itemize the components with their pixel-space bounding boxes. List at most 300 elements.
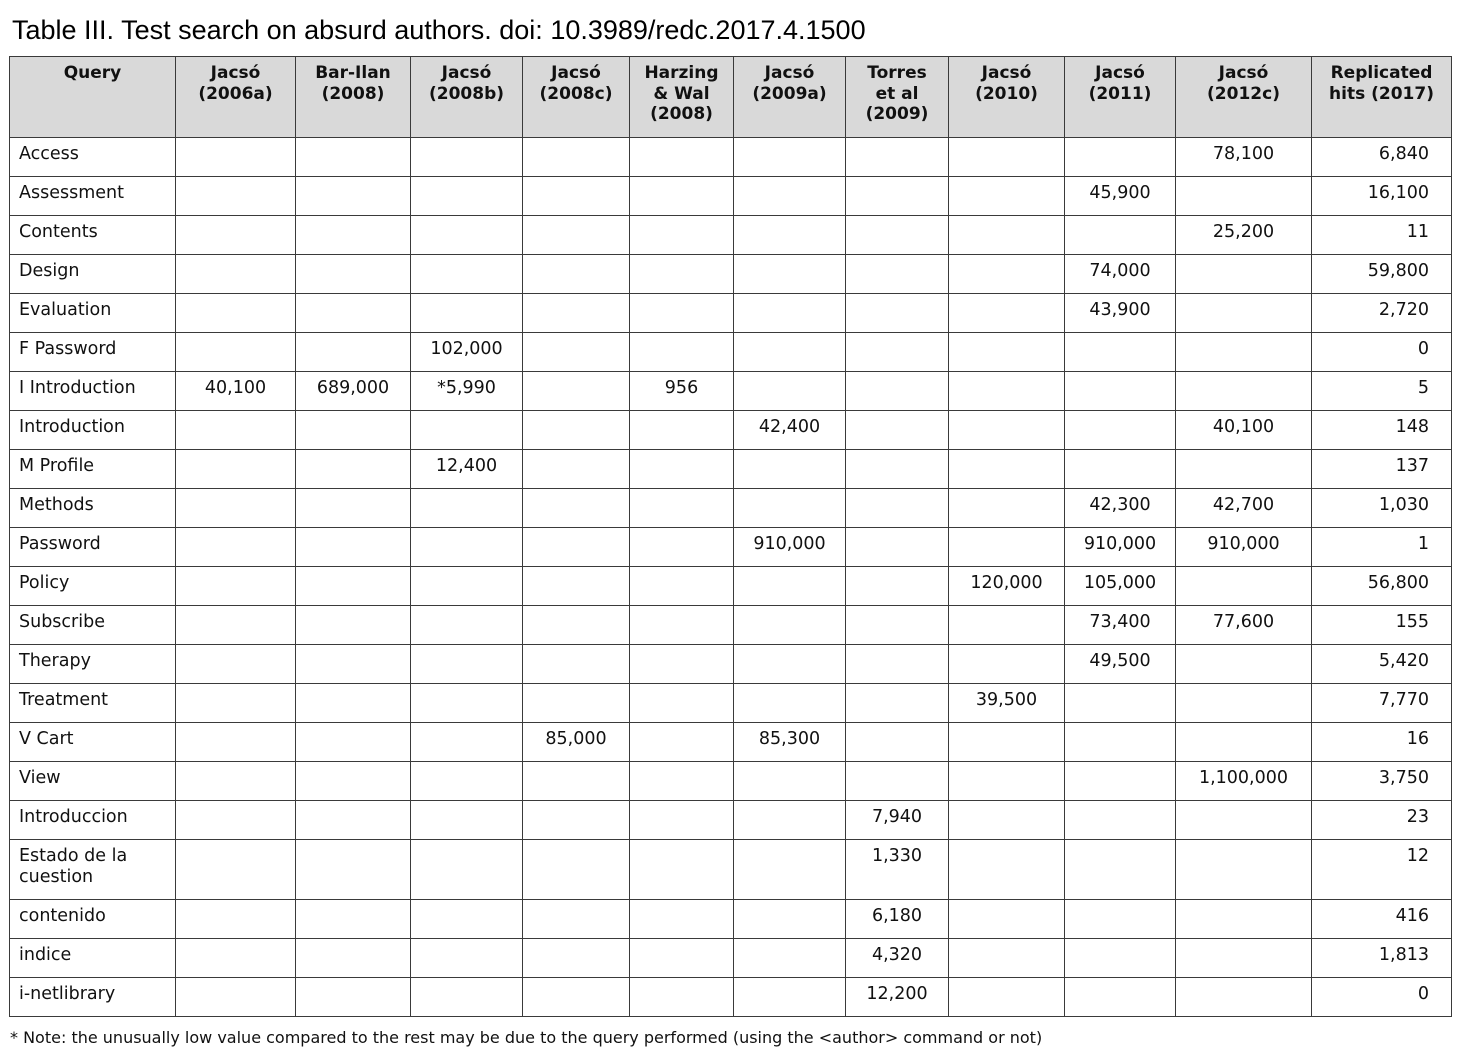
hits-cell [949, 978, 1065, 1017]
column-header [1312, 57, 1452, 138]
hits-cell [846, 255, 949, 294]
hits-cell [846, 528, 949, 567]
hits-cell [1065, 723, 1176, 762]
hits-cell [1065, 684, 1176, 723]
hits-cell [176, 567, 296, 606]
hits-cell [630, 255, 734, 294]
hits-cell: 42,400 [734, 411, 846, 450]
column-header-line: (2008b) [428, 83, 505, 104]
hits-cell: 25,200 [1176, 216, 1312, 255]
hits-cell [296, 567, 411, 606]
hits-cell [296, 294, 411, 333]
hits-cell: 85,000 [523, 723, 630, 762]
table-row [10, 216, 1452, 255]
hits-cell [949, 939, 1065, 978]
results-table [9, 56, 1452, 1017]
table-body [10, 138, 1452, 1017]
hits-cell [846, 138, 949, 177]
hits-cell: 910,000 [734, 528, 846, 567]
hits-cell [734, 801, 846, 840]
table-row [10, 606, 1452, 645]
query-cell: Policy [10, 567, 176, 606]
hits-cell [296, 723, 411, 762]
hits-cell: 85,300 [734, 723, 846, 762]
hits-cell [523, 138, 630, 177]
table-row [10, 723, 1452, 762]
hits-cell: 74,000 [1065, 255, 1176, 294]
hits-cell [734, 489, 846, 528]
hits-cell [846, 450, 949, 489]
hits-cell [411, 528, 523, 567]
column-header-line: (2011) [1088, 83, 1152, 104]
hits-cell [734, 762, 846, 801]
table-row [10, 372, 1452, 411]
column-header-line: Query [63, 63, 122, 83]
column-header-line: (2008) [321, 83, 385, 104]
column-header [296, 57, 411, 138]
hits-cell [1065, 840, 1176, 900]
hits-cell: 77,600 [1176, 606, 1312, 645]
hits-cell [949, 450, 1065, 489]
table-row [10, 177, 1452, 216]
query-cell: View [10, 762, 176, 801]
hits-cell: *5,990 [411, 372, 523, 411]
table-footnote: * Note: the unusually low value compared to the rest may be due to the query performed (using the <author> command or not) [10, 1028, 1043, 1047]
column-header-line: Harzing [644, 63, 719, 83]
hits-cell: 4,320 [846, 939, 949, 978]
column-header-line: Jacsó [1218, 63, 1269, 83]
hits-cell: 73,400 [1065, 606, 1176, 645]
column-header-line: & Wal [653, 83, 710, 104]
column-header-line: Jacsó [441, 63, 492, 83]
hits-cell [630, 840, 734, 900]
column-header-line: Jacsó [981, 63, 1032, 83]
hits-cell [296, 684, 411, 723]
hits-cell [523, 762, 630, 801]
column-header-line: Jacsó [551, 63, 601, 83]
table-row [10, 411, 1452, 450]
table-row [10, 450, 1452, 489]
hits-cell [411, 567, 523, 606]
hits-cell: 910,000 [1176, 528, 1312, 567]
column-header-line: Jacsó [1095, 63, 1145, 83]
hits-cell [296, 939, 411, 978]
hits-cell [523, 333, 630, 372]
hits-cell [523, 939, 630, 978]
hits-cell [846, 489, 949, 528]
hits-cell [630, 762, 734, 801]
hits-cell [1176, 978, 1312, 1017]
hits-cell [846, 723, 949, 762]
column-header [734, 57, 846, 138]
hits-cell [296, 138, 411, 177]
hits-cell [949, 801, 1065, 840]
hits-cell [734, 567, 846, 606]
hits-cell [630, 900, 734, 939]
hits-cell [523, 216, 630, 255]
hits-cell: 102,000 [411, 333, 523, 372]
column-header-line: (2009) [865, 104, 929, 124]
hits-cell [949, 333, 1065, 372]
hits-cell [176, 606, 296, 645]
hits-cell [411, 606, 523, 645]
hits-cell [734, 450, 846, 489]
hits-cell [176, 645, 296, 684]
query-cell: i-netlibrary [10, 978, 176, 1017]
hits-cell [411, 216, 523, 255]
replicated-hits-cell: 23 [1312, 801, 1452, 840]
query-cell: contenido [10, 900, 176, 939]
hits-cell [949, 411, 1065, 450]
replicated-hits-cell: 56,800 [1312, 567, 1452, 606]
hits-cell [296, 840, 411, 900]
header-row [10, 57, 1452, 138]
hits-cell [176, 138, 296, 177]
hits-cell [734, 939, 846, 978]
hits-cell: 120,000 [949, 567, 1065, 606]
hits-cell [734, 645, 846, 684]
hits-cell [1065, 978, 1176, 1017]
query-cell: Methods [10, 489, 176, 528]
hits-cell [734, 900, 846, 939]
hits-cell: 42,300 [1065, 489, 1176, 528]
query-cell: I Introduction [10, 372, 176, 411]
hits-cell [846, 606, 949, 645]
hits-cell [1065, 939, 1176, 978]
hits-cell [296, 762, 411, 801]
column-header-line: (2009a) [752, 83, 827, 104]
hits-cell [1065, 411, 1176, 450]
hits-cell [630, 939, 734, 978]
hits-cell [296, 606, 411, 645]
hits-cell [523, 645, 630, 684]
hits-cell [411, 645, 523, 684]
hits-cell [176, 978, 296, 1017]
hits-cell [949, 255, 1065, 294]
hits-cell [949, 216, 1065, 255]
hits-cell [846, 333, 949, 372]
hits-cell [734, 138, 846, 177]
hits-cell [1176, 177, 1312, 216]
hits-cell [630, 528, 734, 567]
hits-cell: 7,940 [846, 801, 949, 840]
table-row [10, 255, 1452, 294]
hits-cell: 40,100 [1176, 411, 1312, 450]
hits-cell [176, 333, 296, 372]
hits-cell [176, 255, 296, 294]
table-row [10, 900, 1452, 939]
hits-cell [630, 177, 734, 216]
hits-cell [176, 939, 296, 978]
replicated-hits-cell: 16,100 [1312, 177, 1452, 216]
query-cell: Therapy [10, 645, 176, 684]
hits-cell [523, 294, 630, 333]
replicated-hits-cell: 59,800 [1312, 255, 1452, 294]
hits-cell [176, 294, 296, 333]
replicated-hits-cell: 12 [1312, 840, 1452, 900]
table-row [10, 294, 1452, 333]
hits-cell [176, 450, 296, 489]
hits-cell [630, 138, 734, 177]
hits-cell [949, 138, 1065, 177]
hits-cell [949, 528, 1065, 567]
hits-cell [296, 489, 411, 528]
table-row [10, 645, 1452, 684]
hits-cell [296, 255, 411, 294]
column-header [949, 57, 1065, 138]
hits-cell [1176, 333, 1312, 372]
table-row [10, 762, 1452, 801]
table-row [10, 939, 1452, 978]
hits-cell [523, 372, 630, 411]
hits-cell: 1,330 [846, 840, 949, 900]
hits-cell [1065, 138, 1176, 177]
column-header-line: hits (2017) [1329, 83, 1434, 104]
hits-cell: 6,180 [846, 900, 949, 939]
replicated-hits-cell: 148 [1312, 411, 1452, 450]
hits-cell [1176, 255, 1312, 294]
table-row [10, 528, 1452, 567]
hits-cell [1176, 900, 1312, 939]
hits-cell [411, 138, 523, 177]
hits-cell: 689,000 [296, 372, 411, 411]
hits-cell [1176, 294, 1312, 333]
hits-cell [734, 216, 846, 255]
hits-cell [1065, 216, 1176, 255]
hits-cell [846, 645, 949, 684]
hits-cell [734, 333, 846, 372]
replicated-hits-cell: 11 [1312, 216, 1452, 255]
column-header [1176, 57, 1312, 138]
hits-cell [949, 900, 1065, 939]
query-cell: V Cart [10, 723, 176, 762]
hits-cell [523, 177, 630, 216]
column-header-line: Torres [867, 63, 927, 83]
table-row [10, 567, 1452, 606]
hits-cell [296, 450, 411, 489]
replicated-hits-cell: 1,813 [1312, 939, 1452, 978]
hits-cell [949, 645, 1065, 684]
query-cell: Contents [10, 216, 176, 255]
hits-cell: 105,000 [1065, 567, 1176, 606]
replicated-hits-cell: 16 [1312, 723, 1452, 762]
hits-cell [949, 489, 1065, 528]
hits-cell [846, 762, 949, 801]
column-header-query [10, 57, 176, 138]
hits-cell [176, 840, 296, 900]
hits-cell [1065, 900, 1176, 939]
hits-cell [411, 900, 523, 939]
hits-cell [734, 978, 846, 1017]
hits-cell: 78,100 [1176, 138, 1312, 177]
hits-cell [734, 840, 846, 900]
hits-cell [949, 177, 1065, 216]
hits-cell [523, 411, 630, 450]
replicated-hits-cell: 416 [1312, 900, 1452, 939]
query-cell: Design [10, 255, 176, 294]
column-header-line: (2006a) [198, 83, 273, 104]
hits-cell [630, 723, 734, 762]
hits-cell [296, 528, 411, 567]
hits-cell: 910,000 [1065, 528, 1176, 567]
hits-cell [949, 606, 1065, 645]
replicated-hits-cell: 3,750 [1312, 762, 1452, 801]
hits-cell [1065, 450, 1176, 489]
hits-cell: 40,100 [176, 372, 296, 411]
hits-cell [734, 684, 846, 723]
hits-cell [411, 723, 523, 762]
query-cell: Estado de la cuestion [10, 840, 176, 900]
hits-cell [296, 801, 411, 840]
column-header [1065, 57, 1176, 138]
hits-cell [296, 216, 411, 255]
query-cell: Subscribe [10, 606, 176, 645]
hits-cell [1176, 372, 1312, 411]
hits-cell [296, 645, 411, 684]
hits-cell [296, 333, 411, 372]
column-header [411, 57, 523, 138]
hits-cell: 43,900 [1065, 294, 1176, 333]
hits-cell [296, 978, 411, 1017]
hits-cell [523, 801, 630, 840]
column-header-line: (2008c) [539, 83, 613, 104]
hits-cell [630, 216, 734, 255]
replicated-hits-cell: 7,770 [1312, 684, 1452, 723]
hits-cell [523, 684, 630, 723]
hits-cell [630, 333, 734, 372]
hits-cell [734, 606, 846, 645]
hits-cell [1176, 723, 1312, 762]
query-cell: Access [10, 138, 176, 177]
hits-cell [176, 900, 296, 939]
hits-cell [630, 294, 734, 333]
hits-cell [411, 294, 523, 333]
hits-cell [949, 762, 1065, 801]
hits-cell: 42,700 [1176, 489, 1312, 528]
table-row [10, 138, 1452, 177]
hits-cell [523, 255, 630, 294]
hits-cell [176, 801, 296, 840]
hits-cell [949, 723, 1065, 762]
column-header [846, 57, 949, 138]
column-header [176, 57, 296, 138]
hits-cell [411, 939, 523, 978]
hits-cell [176, 411, 296, 450]
hits-cell [846, 177, 949, 216]
table-row [10, 801, 1452, 840]
replicated-hits-cell: 5 [1312, 372, 1452, 411]
hits-cell [1176, 567, 1312, 606]
hits-cell [296, 900, 411, 939]
hits-cell [523, 489, 630, 528]
hits-cell [949, 294, 1065, 333]
hits-cell: 12,200 [846, 978, 949, 1017]
query-cell: M Profile [10, 450, 176, 489]
column-header-line: Bar-Ilan [315, 63, 391, 83]
query-cell: Password [10, 528, 176, 567]
hits-cell [411, 684, 523, 723]
hits-cell [296, 411, 411, 450]
hits-cell [523, 528, 630, 567]
replicated-hits-cell: 2,720 [1312, 294, 1452, 333]
query-cell: Introduction [10, 411, 176, 450]
hits-cell [176, 216, 296, 255]
replicated-hits-cell: 0 [1312, 333, 1452, 372]
hits-cell [176, 762, 296, 801]
replicated-hits-cell: 5,420 [1312, 645, 1452, 684]
hits-cell [846, 411, 949, 450]
hits-cell [1065, 372, 1176, 411]
hits-cell: 1,100,000 [1176, 762, 1312, 801]
hits-cell [1176, 840, 1312, 900]
query-cell: Introduccion [10, 801, 176, 840]
query-cell: Treatment [10, 684, 176, 723]
hits-cell [1176, 645, 1312, 684]
column-header-line: Replicated [1330, 63, 1433, 83]
hits-cell [734, 255, 846, 294]
hits-cell [411, 801, 523, 840]
hits-cell [296, 177, 411, 216]
table-row [10, 684, 1452, 723]
hits-cell [523, 606, 630, 645]
hits-cell: 956 [630, 372, 734, 411]
hits-cell [630, 411, 734, 450]
hits-cell [630, 567, 734, 606]
query-cell: Assessment [10, 177, 176, 216]
query-cell: F Password [10, 333, 176, 372]
hits-cell [176, 684, 296, 723]
hits-cell: 12,400 [411, 450, 523, 489]
hits-cell [846, 372, 949, 411]
hits-cell [1176, 450, 1312, 489]
table-row [10, 978, 1452, 1017]
hits-cell [523, 840, 630, 900]
column-header-line: (2008) [650, 104, 713, 124]
table-header [10, 57, 1452, 138]
hits-cell [630, 489, 734, 528]
column-header [630, 57, 734, 138]
hits-cell [523, 567, 630, 606]
hits-cell [734, 372, 846, 411]
hits-cell [411, 840, 523, 900]
hits-cell [1065, 333, 1176, 372]
hits-cell [846, 294, 949, 333]
hits-cell [846, 567, 949, 606]
hits-cell [1176, 684, 1312, 723]
hits-cell [734, 294, 846, 333]
hits-cell [411, 255, 523, 294]
table-row [10, 840, 1452, 900]
hits-cell [1176, 939, 1312, 978]
hits-cell [630, 645, 734, 684]
column-header-line: Jacsó [764, 63, 815, 83]
hits-cell [1176, 801, 1312, 840]
column-header [523, 57, 630, 138]
column-header-line: (2010) [975, 83, 1038, 104]
hits-cell [949, 840, 1065, 900]
query-cell: Evaluation [10, 294, 176, 333]
hits-cell [176, 177, 296, 216]
hits-cell: 49,500 [1065, 645, 1176, 684]
hits-cell [523, 978, 630, 1017]
hits-cell [523, 450, 630, 489]
hits-cell [411, 762, 523, 801]
replicated-hits-cell: 137 [1312, 450, 1452, 489]
replicated-hits-cell: 155 [1312, 606, 1452, 645]
replicated-hits-cell: 1 [1312, 528, 1452, 567]
hits-cell [411, 489, 523, 528]
hits-cell [630, 684, 734, 723]
